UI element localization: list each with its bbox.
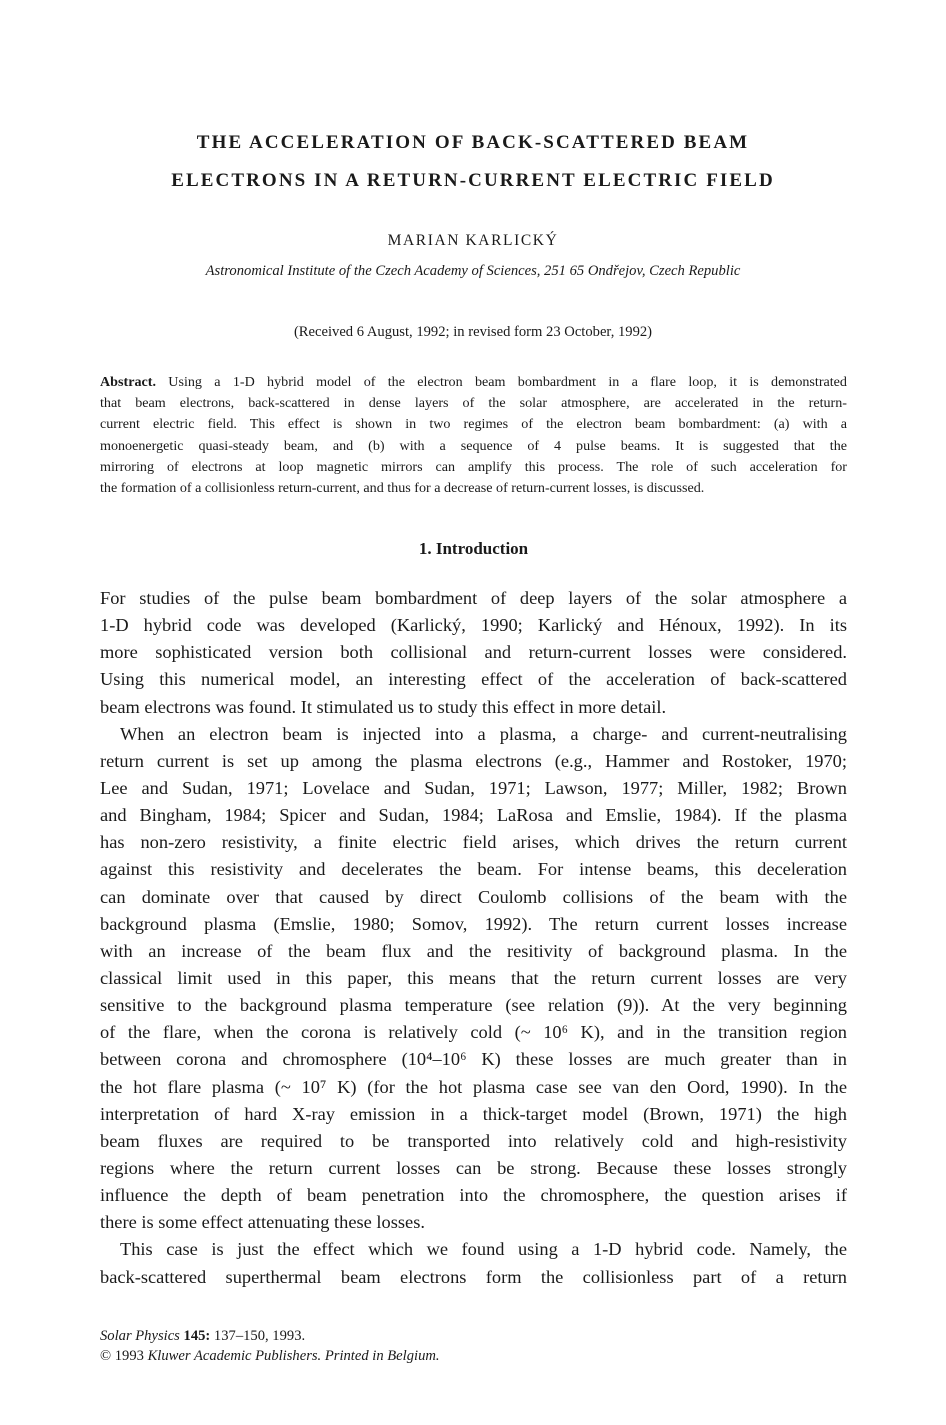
section-heading <box>100 539 847 559</box>
body-line: can dominate over that caused by direct Coulomb collisions of the beam with the <box>100 886 847 907</box>
publication-footer <box>100 1326 440 1366</box>
section-title: Introduction <box>435 539 529 558</box>
copyright-text: © 1993 <box>100 1348 148 1364</box>
body-line: sensitive to the background plasma temperature (see relation (9)). At the very beginning <box>100 995 847 1016</box>
journal-pages: 137–150, 1993. <box>210 1328 306 1344</box>
abstract <box>100 372 847 499</box>
abstract-label: Abstract. <box>100 374 156 390</box>
author-name: MARIAN KARLICKÝ <box>387 232 559 249</box>
body-line: back-scattered superthermal beam electrons form the collisionless part of a return <box>100 1266 847 1287</box>
publisher-name: Kluwer Academic Publishers. Printed in Belgium. <box>147 1348 440 1364</box>
body-line: background plasma (Emslie, 1980; Somov, 1992). The return current losses increase <box>100 913 847 934</box>
received-dates: (Received 6 August, 1992; in revised form 23 October, 1992) <box>293 324 653 340</box>
body-line: of the flare, when the corona is relatively cold (~ 10⁶ K), and in the transition region <box>100 1022 847 1043</box>
body-line: there is some effect attenuating these losses. <box>100 1212 425 1233</box>
abstract-line: mirroring of electrons at loop magnetic mirrors can amplify this process. The role of such acceleration for <box>100 458 847 475</box>
title-line-2: ELECTRONS IN A RETURN-CURRENT ELECTRIC FIELD <box>171 170 775 191</box>
body-line: beam electrons was found. It stimulated us to study this effect in more detail. <box>100 696 667 717</box>
body-line: return current is set up among the plasma electrons (e.g., Hammer and Rostoker, 1970; <box>100 750 847 771</box>
paper-title <box>100 124 846 200</box>
author-affiliation: Astronomical Institute of the Czech Academy of Sciences, 251 65 Ondřejov, Czech Republic <box>205 263 741 279</box>
body-text <box>100 585 847 1291</box>
body-line: against this resistivity and decelerates the beam. For intense beams, this deceleration <box>100 859 847 880</box>
body-line: influence the depth of beam penetration into the chromosphere, the question arises if <box>100 1185 847 1206</box>
body-line: Lee and Sudan, 1971; Lovelace and Sudan, 1971; Lawson, 1977; Miller, 1982; Brown <box>100 777 847 798</box>
body-line: This case is just the effect which we found using a 1-D hybrid code. Namely, the <box>120 1239 847 1260</box>
abstract-line: monoenergetic quasi-steady beam, and (b) with a sequence of 4 pulse beams. It is suggested that the <box>100 437 847 454</box>
body-line: beam fluxes are required to be transported into relatively cold and high-resistivity <box>100 1130 847 1151</box>
body-line: and Bingham, 1984; Spicer and Sudan, 1984; LaRosa and Emslie, 1984). If the plasma <box>100 805 847 826</box>
body-line: Using this numerical model, an interesting effect of the acceleration of back-scattered <box>100 669 847 690</box>
body-line: with an increase of the beam flux and the resitivity of background plasma. In the <box>100 940 847 961</box>
abstract-line: Abstract. Using a 1-D hybrid model of the electron beam bombardment in a flare loop, it is demonstrated <box>100 374 847 390</box>
body-line: has non-zero resistivity, a finite electric field arises, which drives the return current <box>100 832 847 853</box>
copyright-line <box>100 1346 440 1366</box>
journal-volume: 145: <box>183 1328 211 1344</box>
section-number: 1. <box>418 539 432 558</box>
body-line: classical limit used in this paper, this means that the return current losses are very <box>100 967 847 988</box>
body-line: 1-D hybrid code was developed (Karlický, 1990; Karlický and Hénoux, 1992). In its <box>100 615 847 636</box>
abstract-line: that beam electrons, back-scattered in dense layers of the solar atmosphere, are accelerated in the return- <box>100 395 847 412</box>
body-line: interpretation of hard X-ray emission in a thick-target model (Brown, 1971) the high <box>100 1103 847 1124</box>
body-line: the hot flare plasma (~ 10⁷ K) (for the hot plasma case see van den Oord, 1990). In the <box>100 1076 847 1097</box>
title-line-1: THE ACCELERATION OF BACK-SCATTERED BEAM <box>196 132 750 153</box>
body-line: When an electron beam is injected into a plasma, a charge- and current-neutralising <box>120 723 847 744</box>
abstract-line: current electric field. This effect is shown in two regimes of the electron beam bombardment: (a) with a <box>100 416 847 433</box>
abstract-line: the formation of a collisionless return-current, and thus for a decrease of return-current losses, is discussed. <box>100 479 705 496</box>
journal-name: Solar Physics <box>100 1328 180 1344</box>
citation-line <box>100 1326 440 1346</box>
body-line: more sophisticated version both collisional and return-current losses were considered. <box>100 642 847 663</box>
body-line: For studies of the pulse beam bombardment of deep layers of the solar atmosphere a <box>100 588 847 608</box>
body-line: regions where the return current losses can be strong. Because these losses strongly <box>100 1157 847 1178</box>
body-line: between corona and chromosphere (10⁴–10⁶ K) these losses are much greater than in <box>100 1049 847 1070</box>
